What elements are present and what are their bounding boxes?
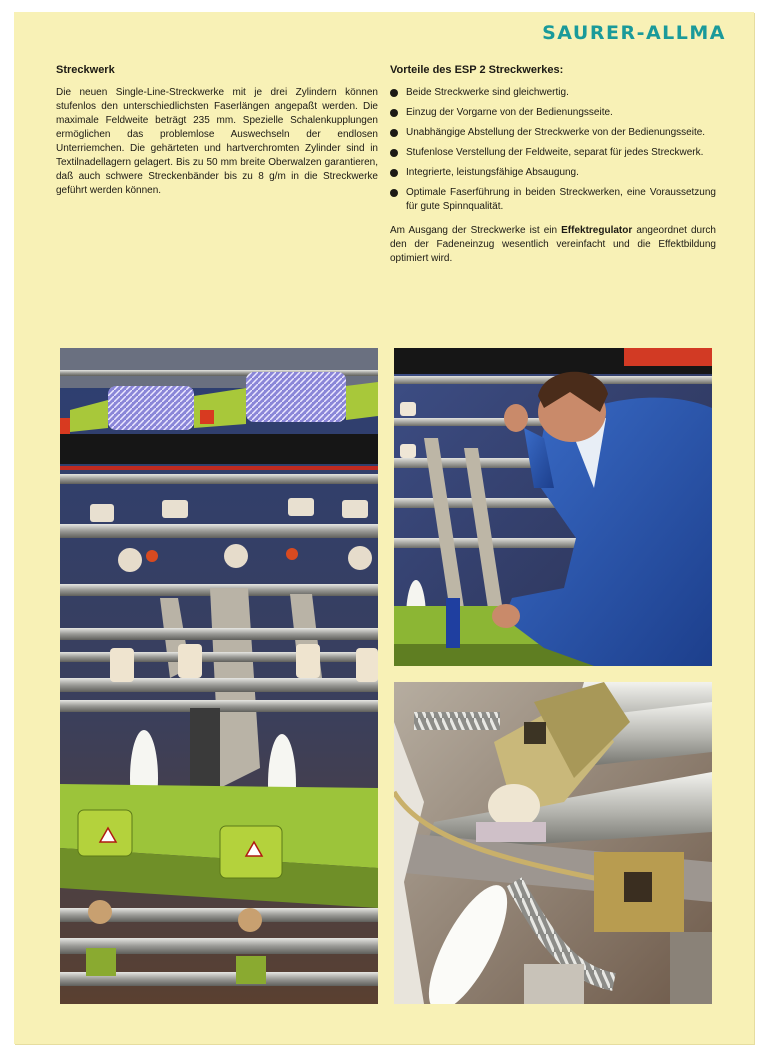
advantages-list [390, 86, 716, 214]
list-item: Unabhängige Abstellung der Streckwerke von der Bedienungsseite. [390, 126, 716, 140]
photo-operator [394, 348, 712, 666]
photo-drafting-system [60, 348, 378, 1004]
closing-paragraph: Am Ausgang der Streckwerke ist ein Effektregulator angeordnet durch den der Fadeneinzug wesentlich vereinfacht und die Effektbildung optimiert wird. [390, 225, 716, 264]
bullet-icon [390, 149, 398, 157]
advantages-section [390, 64, 716, 266]
section-body: Die neuen Single-Line-Streckwerke mit je drei Zylindern können stufenlos den unterschiedlichsten Faserlängen angepaßt werden. Die maximale Feldweite beträgt 235 mm. Spezielle Schalenkupplungen ermöglichen das problemlose Auswechseln der endlosen Unterriemchen. Die gehärteten und hartverchromten Zylinder sind in Textilnadellagern gelagert. Bis zu 50 mm breite Oberwalzen garantieren, daß auch schwere Streckenbänder bis zu 8 g/m in die Streckwerke geführt werden können. [56, 87, 378, 196]
list-item: Beide Streckwerke sind gleichwertig. [390, 86, 716, 100]
bullet-icon [390, 129, 398, 137]
list-item: Stufenlose Verstellung der Feldweite, separat für jedes Streckwerk. [390, 146, 716, 160]
advantages-heading: Vorteile des ESP 2 Streckwerkes: [390, 64, 564, 76]
bullet-icon [390, 169, 398, 177]
streckwerk-section [56, 64, 378, 198]
effektregulator-term: Effektregulator [561, 225, 633, 236]
section-heading: Streckwerk [56, 64, 115, 76]
bullet-icon [390, 109, 398, 117]
list-item: Einzug der Vorgarne von der Bedienungsseite. [390, 106, 716, 120]
brand-logo: SAURER-ALLMA [542, 22, 726, 44]
bullet-icon [390, 189, 398, 197]
list-item: Integrierte, leistungsfähige Absaugung. [390, 166, 716, 180]
bullet-icon [390, 89, 398, 97]
list-item: Optimale Faserführung in beiden Streckwerken, eine Voraussetzung für gute Spinnqualität. [390, 186, 716, 214]
photo-roller-closeup [394, 682, 712, 1004]
